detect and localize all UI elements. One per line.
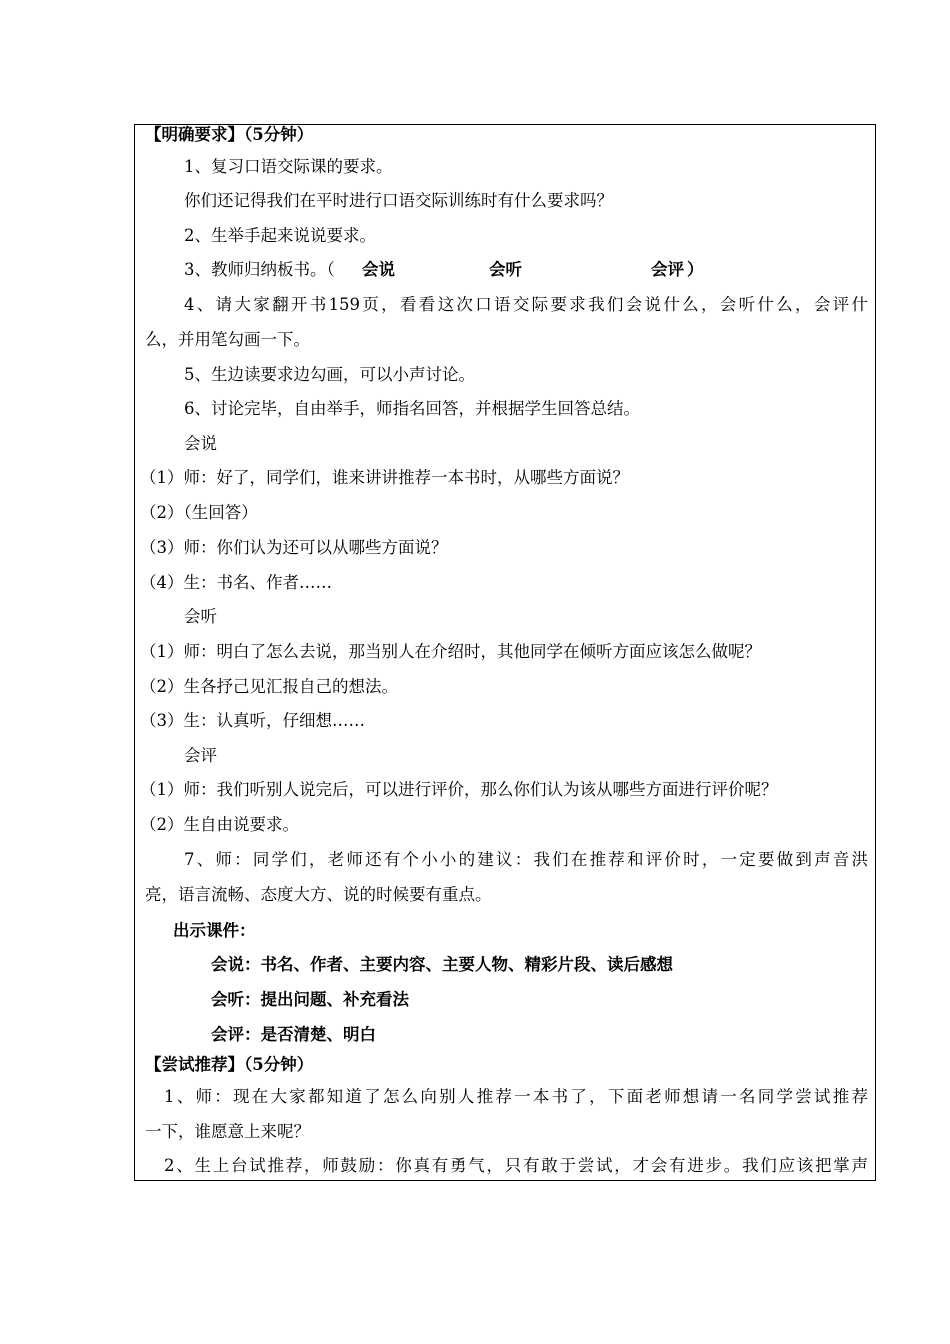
text-line: 亮，语言流畅、态度大方、说的时候要有重点。 [145,885,492,904]
text-line: 1、师：现在大家都知道了怎么向别人推荐一本书了，下面老师想请一名同学尝试推荐 [164,1087,868,1106]
subheading-evaluate: 会评 [184,746,217,765]
text-line: 2、生上台试推荐，师鼓励：你真有勇气，只有敢于尝试，才会有进步。我们应该把掌声 [164,1156,868,1175]
section-heading-requirements: 【明确要求】（5分钟） [145,125,314,144]
text-line: （1）师：我们听别人说完后，可以进行评价，那么你们认为该从哪些方面进行评价呢？ [140,780,778,799]
text-line: 么，并用笔勾画一下。 [145,330,310,349]
text-line: （1）师：明白了怎么去说，那当别人在介绍时，其他同学在倾听方面应该怎么做呢？ [140,642,761,661]
text-line: （2）（生回答） [140,503,258,522]
text-line: （2）生各抒己见汇报自己的想法。 [140,677,398,696]
text-line: 5、生边读要求边勾画，可以小声讨论。 [184,365,475,384]
courseware-item-speak: 会说：书名、作者、主要内容、主要人物、精彩片段、读后感想 [211,955,673,974]
board-item-listen: 会听 [489,260,522,279]
text-line: 4、请大家翻开书159页，看看这次口语交际要求我们会说什么，会听什么，会评什 [184,295,868,314]
text-line: 6、讨论完毕，自由举手，师指名回答，并根据学生回答总结。 [184,399,640,418]
section-heading-try-recommend: 【尝试推荐】（5分钟） [145,1055,314,1074]
courseware-item-listen: 会听：提出问题、补充看法 [211,990,409,1009]
text-line: （3）师：你们认为还可以从哪些方面说？ [140,538,448,557]
text-line: 1、复习口语交际课的要求。 [184,157,393,176]
text-line: （1）师：好了，同学们，谁来讲讲推荐一本书时，从哪些方面说？ [140,468,629,487]
subheading-speak: 会说 [184,434,217,453]
courseware-item-evaluate: 会评：是否清楚、明白 [211,1025,376,1044]
board-item-speak: 会说 [362,260,395,279]
courseware-label: 出示课件： [173,921,256,940]
text-line: 一下，谁愿意上来呢？ [145,1122,310,1141]
text-line: （3）生：认真听，仔细想…… [140,711,365,730]
board-item-evaluate: 会评 [651,260,684,279]
text-line: 7、师：同学们，老师还有个小小的建议：我们在推荐和评价时，一定要做到声音洪 [184,850,868,869]
subheading-listen: 会听 [184,607,217,626]
text-line-board: 3、教师归纳板书。（ [184,260,335,279]
text-line: 2、生举手起来说说要求。 [184,226,376,245]
text-line: （4）生：书名、作者…… [140,573,332,592]
text-line: （2）生自由说要求。 [140,815,299,834]
text-line-board-close: ） [687,260,704,279]
text-line: 你们还记得我们在平时进行口语交际训练时有什么要求吗？ [184,191,613,210]
